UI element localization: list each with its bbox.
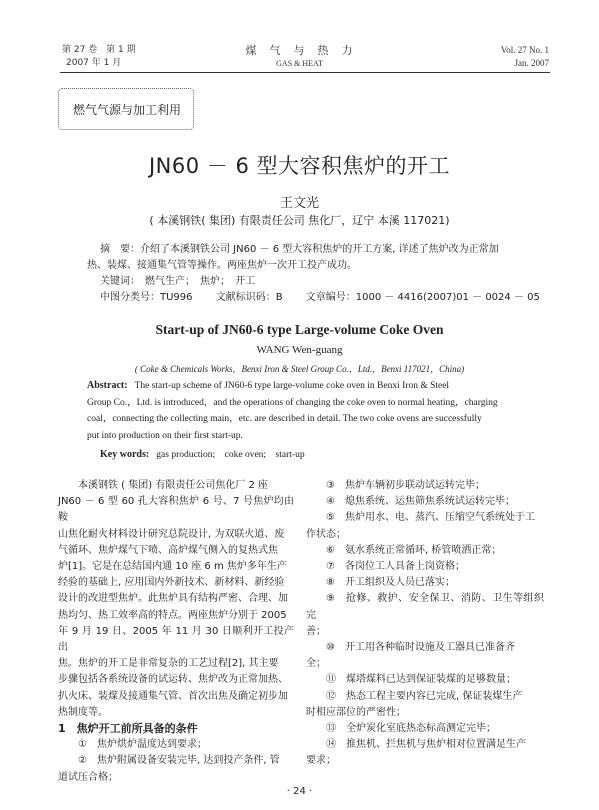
body-line: 本溪钢铁 ( 集团) 有限责任公司焦化厂 2 座: [78, 480, 269, 491]
paper-title-en: Start-up of JN60-6 type Large-volume Coke Oven: [155, 322, 444, 337]
condition-item: ⑤ 焦炉用水、电、蒸汽、压缩空气系统处于工: [326, 512, 535, 524]
condition-item-cont: 时相应部位的严密性；: [306, 706, 406, 718]
condition-item: ⑭ 推焦机、拦焦机与焦炉相对位置满足生产: [326, 739, 526, 751]
abstract-en: [87, 378, 517, 444]
abstract-en-line4: put into production on their first start-up.: [87, 430, 243, 441]
header-rule: [60, 72, 550, 73]
body-line: JN60 － 6 型 60 孔大容积焦炉 6 号、7 号焦炉均由鞍: [58, 496, 294, 524]
body-line: 炉[1]。它是在总结国内通 10 座 6 m 焦炉多年生产: [58, 561, 287, 573]
abstract-en-label: Abstract:: [87, 380, 128, 391]
abstract-en-line1: The start-up scheme of JN60-6 type large-volume coke oven in Benxi Iron & Steel: [134, 381, 450, 391]
condition-item: ⑨ 抢修、救护、安全保卫、消防、卫生等组织完: [306, 593, 544, 621]
abstract-cn-label: 摘 要：: [100, 244, 140, 255]
section-tag-box: [58, 88, 194, 130]
header-volume: 第 27 卷 第 1 期: [62, 45, 136, 55]
paper-title-cn: JN60 － 6 型大容积焦炉的开工: [148, 154, 450, 178]
header-date-cn: 2007 年 1 月: [66, 58, 122, 68]
classification-line: 中图分类号：TU996 文献标识码：B 文章编号：1000 － 4416(2007)01 － 0024 － 05: [100, 292, 540, 303]
abstract-en-line2: Group Co.，Ltd. is introduced，and the operations of changing the coke oven to normal heating，charging: [87, 397, 498, 408]
affiliation-en: ( Coke & Chemicals Works，Benxi Iron & Steel Group Co.，Ltd.，Benxi 117021，China): [134, 364, 465, 374]
body-line: 经验的基础上, 应用国内外新技术、新材料、新经验: [58, 577, 285, 589]
condition-item: ⑥ 氨水系统正常循环, 桥管喷洒正常；: [326, 544, 502, 556]
journal-title-en: GAS & HEAT: [276, 59, 323, 68]
condition-item: ⑦ 各岗位工人具备上岗资格；: [326, 561, 465, 573]
condition-item: ⑫ 热态工程主要内容已完成, 保证装煤生产: [326, 690, 523, 702]
condition-item-cont: 善；: [306, 625, 326, 637]
body-line: 山焦化耐火材料设计研究总院设计, 为双联火道、废: [58, 528, 285, 540]
keywords-en: [100, 446, 305, 460]
condition-item: ② 焦炉附属设备安装完毕, 达到投产条件, 管: [78, 755, 280, 767]
body-line: 气循环、焦炉煤气下喷、高炉煤气侧入的复热式焦: [58, 544, 278, 556]
abstract-cn-line1: 介绍了本溪钢铁公司 JN60 － 6 型大容积焦炉的开工方案, 详述了焦炉改为正常加: [140, 244, 499, 255]
affiliation-cn: ( 本溪钢铁( 集团) 有限责任公司 焦化厂，辽宁 本溪 117021): [149, 214, 450, 227]
header-volume-en: [501, 44, 549, 70]
condition-item-cont: 全；: [306, 658, 326, 670]
body-right-column: [306, 478, 544, 770]
condition-item: ③ 焦炉车辆初步联动试运转完毕；: [326, 480, 485, 491]
page-number: · 24 ·: [286, 786, 313, 797]
body-line: 焦。焦炉的开工是非常复杂的工艺过程[2], 其主要: [58, 658, 279, 670]
header-date-en: Jan. 2007: [514, 58, 549, 68]
body-line: 步骤包括各系统设备的试运转、焦炉改为正常加热、: [58, 674, 288, 686]
condition-item-cont: 要求；: [306, 755, 336, 767]
condition-item-cont: 道试压合格；: [58, 771, 118, 783]
body-line: 扒火床、装煤及接通集气管、首次出焦及确定初步加: [58, 690, 288, 702]
keywords-en-label: Key words:: [100, 449, 150, 460]
condition-item: ⑩ 开工用各种临时设施及工器具已准备齐: [326, 642, 515, 654]
keywords-cn: 关键词： 燃气生产； 焦炉； 开工: [100, 276, 255, 287]
body-line: 热均匀、热工效率高的特点。两座焦炉分别于 2005: [58, 609, 287, 621]
condition-item: ⑬ 全炉炭化室底热态标高测定完毕；: [326, 723, 496, 735]
condition-item: ⑪ 煤塔煤料已达到保证装煤的足够数量；: [326, 674, 516, 686]
section-tag: 燃气气源与加工利用: [73, 103, 182, 117]
author-cn: 王文光: [279, 196, 319, 211]
body-line: 设计的改进型焦炉。此焦炉具有结构严密、合理、加: [58, 593, 288, 605]
body-line: 年 9 月 19 日、2005 年 11 月 30 日顺利开工投产出: [58, 625, 294, 654]
abstract-cn: [100, 242, 500, 258]
keywords-en-values: gas production; coke oven; start-up: [156, 450, 305, 460]
condition-item-cont: 作状态；: [306, 528, 346, 540]
condition-item: ⑧ 开工组织及人员已落实；: [326, 577, 455, 589]
abstract-en-line3: coal，connecting the collecting main，etc. are described in detail. The two coke ovens are successfully: [87, 414, 482, 424]
abstract-cn-line2: 热、装煤、接通集气管等操作。两座焦炉一次开工投产成功。: [87, 260, 357, 271]
section-heading-1: 1 焦炉开工前所具备的条件: [58, 722, 198, 736]
condition-item: ④ 熄焦系统、运焦筛焦系统试运转完毕；: [326, 496, 515, 508]
header-vol-en: Vol. 27 No. 1: [500, 45, 549, 55]
journal-title-cn: 煤 气 与 热 力: [245, 44, 354, 57]
body-left-column: [58, 478, 294, 786]
condition-item: ① 焦炉烘炉温度达到要求；: [78, 739, 207, 751]
body-line: 热制度等。: [58, 706, 108, 718]
author-en: WANG Wen-guang: [256, 344, 343, 356]
